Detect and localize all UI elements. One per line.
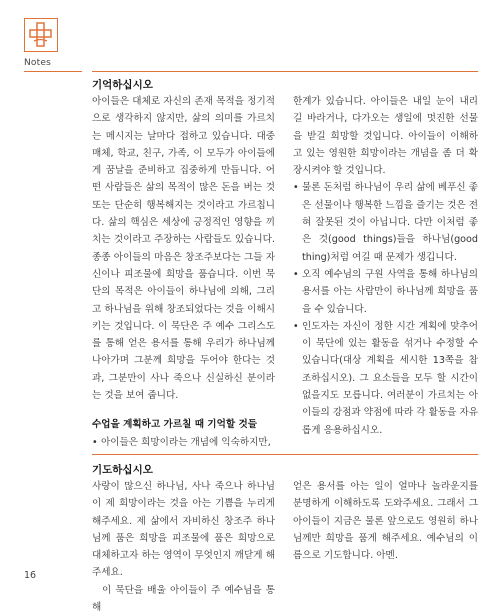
section2-left-column: [92, 478, 275, 616]
section-divider-rule: [92, 454, 478, 455]
section-title-remember: 기억하십시오: [92, 79, 153, 91]
page-number: 16: [24, 570, 37, 581]
section-title-pray: 기도하십시오: [92, 464, 153, 476]
notes-label: Notes: [24, 58, 51, 68]
prayer-paragraph: 얻은 용서를 아는 일이 얼마나 놀라운지를 분명하게 이해하도록 도와주세요. 그래서 그 아이들이 지금은 물론 앞으로도 영원히 하나님께만 희망을 품게 해주세요. 예수님의 이름으로 기도합니다. 아멘.: [293, 481, 478, 562]
notes-rule: [24, 71, 82, 72]
section1-right-intro: 한계가 있습니다. 아이들은 내일 눈이 내리길 바라거나, 다가오는 생일에 멋진한 선물을 받길 희망할 것입니다. 아이들이 이해하고 있는 영원한 희망이라는 개념을 좀 더 확장시켜야 할 것입니다.: [293, 96, 478, 177]
section1-right-bullets: [293, 179, 478, 438]
section1-left-paragraph: 아이들은 대체로 자신의 존재 목적을 정기적으로 생각하지 않지만, 삶의 의미를 가르치는 메시지는 날마다 접하고 있습니다. 대중매체, 학교, 친구, 가족, 이 모두가 아이들에게 꿈날을 준비하고 집중하게 만듭니다. 어떤 사람들은 삶의 목적이 많은 돈을 버는 것 또는 단순히 행복해지는 것이라고 가르칩니다. 삶의 핵심은 세상에 긍정적인 영향을 끼치는 것이라고 주장하는 사람들도 있습니다. 종종 아이들의 마음은 창조주보다는 그들 자신이나 피조물에 희망을 품습니다. 이번 묵단의 목적은 아이들이 하나님에 의해, 그리고 하나님을 위해 창조되었다는 것을 이해시키는 것입니다. 이 묵단은 주 예수 그리스도를 통해 얻은 용서를 통해 우리가 하나님께 나아가며 그분께 희망을 두어야 한다는 것과, 그분만이 사나 죽으나 신실하신 분이라는 것을 보여 줍니다.: [92, 96, 275, 402]
bullet-item: • 아이들은 희망이라는 개념에 익숙하지만,: [92, 434, 275, 451]
section1-right-column: [293, 93, 478, 439]
prayer-paragraph: 이 묵단을 배울 아이들이 주 예수님을 통해: [92, 584, 275, 614]
cross-book-logo-icon: [24, 18, 58, 52]
section1-left-column: [92, 93, 275, 451]
bullet-item: • 인도자는 자신이 정한 시간 계획에 맞추어 이 묵단에 있는 활동을 섞거나 수정할 수 있습니다(대상 계획을 세시한 13쪽을 참조하십시오). 그 요소들을 모두 할 시간이 없을지도 모릅니다. 여러분이 가르치는 아이들의 강점과 약점에 따라 각 활동을 자유롭게 응용하십시오.: [293, 318, 478, 439]
section1-subheading: 수업을 계획하고 가르칠 때 기억할 것들: [92, 419, 257, 431]
section1-left-bullets: [92, 434, 275, 451]
bullet-item: • 오직 예수님의 구원 사역을 통해 하나님의 용서를 아는 사람만이 하나님께 희망을 품을 수 있습니다.: [293, 266, 478, 318]
section2-right-column: [293, 478, 478, 564]
bullet-item: • 물론 돈처럼 하나님이 우리 삶에 베푸신 좋은 선물이나 행복한 느낌을 즐기는 것은 전혀 잘못된 것이 아닙니다. 다만 이처럼 좋은 것(good things)들을 하나님(good thing)처럼 여길 때 문제가 생깁니다.: [293, 179, 478, 265]
prayer-paragraph: 사랑이 많으신 하나님, 사나 죽으나 하나님이 제 희망이라는 것을 아는 기쁨을 누리게 해주세요. 제 삶에서 자비하신 창조주 하나님께 품은 희망을 피조물에 품은 희망으로 대체하고자 하는 영역이 무엇인지 깨닫게 해주세요.: [92, 481, 275, 579]
top-rule: [92, 71, 478, 72]
